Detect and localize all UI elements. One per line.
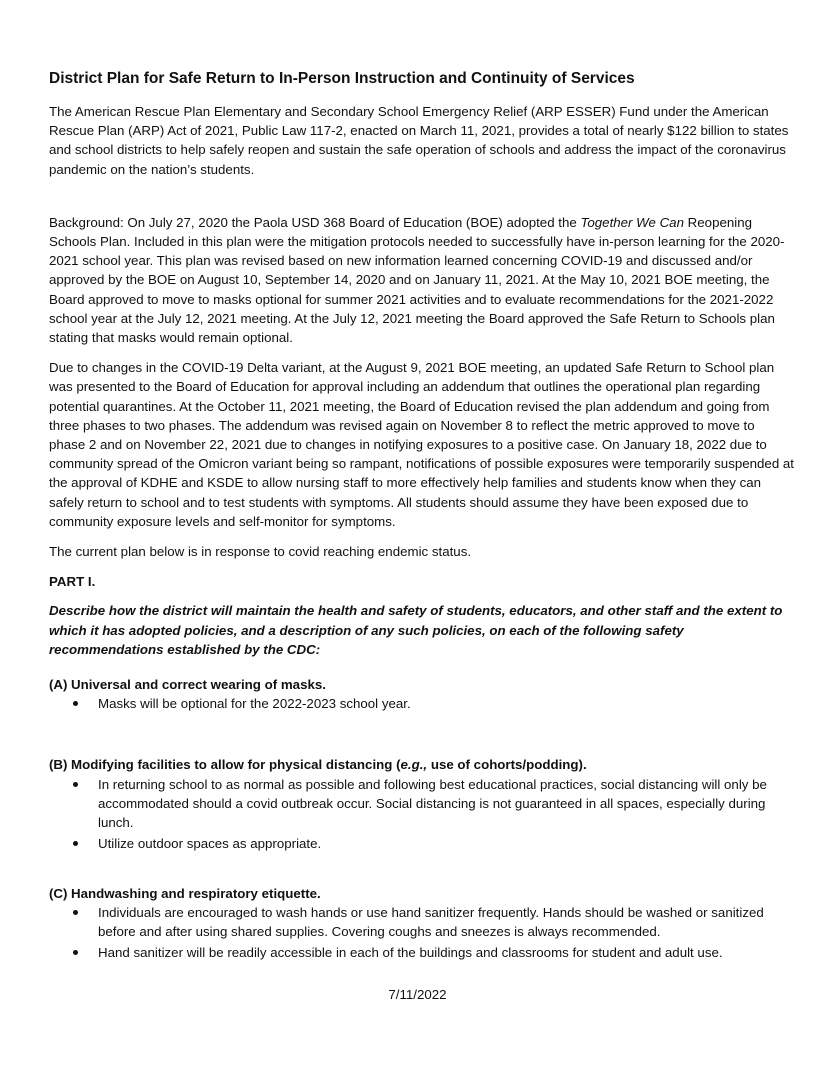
- current-plan-paragraph: The current plan below is in response to covid reaching endemic status.: [49, 544, 472, 560]
- section-c: [49, 884, 794, 963]
- bullet-text: Hand sanitizer will be readily accessible in each of the buildings and classrooms for student and adult use.: [98, 945, 723, 961]
- section-b-title-start: Modifying facilities to allow for physical distancing (: [71, 757, 401, 773]
- delta-variant-paragraph: Due to changes in the COVID-19 Delta variant, at the August 9, 2021 BOE meeting, an updated Safe Return to School plan was presented to the Board of Education for approval including an addendum that outlines the operational plan regarding potential quarantines. At the October 11, 2021 meeting, the Board of Education revised the plan addendum and going from three phases to two phases. The addendum was revised again on November 8 to reflect the metric approved to move to phase 2 and on November 22, 2021 due to changes in notifying exposures to a positive case. On January 18, 2022 due to community spread of the Omicron variant being so rampant, notifications of possible exposures were temporarily suspended at the approval of KDHE and KSDE to allow nursing staff to more effectively help families and students know when they can safely return to school and to test students with symptoms. All students should assume they have been exposed due to community exposure levels and self-monitor for symptoms.: [49, 360, 795, 529]
- bullet-text: Masks will be optional for the 2022-2023 school year.: [98, 696, 411, 712]
- background-text-end: Reopening Schools Plan. Included in this plan were the mitigation protocols needed to successfully have in-person learning for the 2020-2021 school year. This plan was revised based on new information learned concerning COVID-19 and discussed and/or approved by the BOE on August 10, September 14, 2020 and on January 11, 2021. At the May 10, 2021 BOE meeting, the Board approved to move to masks optional for summer 2021 activities and to evaluate recommendations for the 2021-2022 school year at the July 12, 2021 meeting. At the July 12, 2021 meeting the Board approved the Safe Return to Schools plan stating that masks would remain optional.: [49, 214, 785, 346]
- section-b: [49, 755, 794, 853]
- bullet-icon: [73, 950, 78, 955]
- section-b-letter: (B): [49, 757, 68, 773]
- list-item: [49, 775, 794, 833]
- part-heading: PART I.: [49, 574, 96, 590]
- section-c-bullets: [49, 903, 794, 963]
- section-b-bullets: [49, 775, 794, 854]
- bullet-icon: [73, 910, 78, 915]
- section-c-letter: (C): [49, 885, 68, 901]
- list-item: [49, 903, 794, 941]
- intro-paragraph: The American Rescue Plan Elementary and Secondary School Emergency Relief (ARP ESSER) Fund under the American Rescue Plan (ARP) Act of 2021, Public Law 117-2, enacted on March 11, 2021, provides a total of nearly $122 billion to states and school districts to help safely reopen and sustain the safe operation of schools and address the impact of the coronavirus pandemic on the nation’s students.: [49, 104, 789, 177]
- section-a-letter: (A): [49, 677, 68, 693]
- section-b-title: [71, 755, 587, 774]
- bullet-text: Utilize outdoor spaces as appropriate.: [98, 836, 322, 852]
- section-a-heading: [49, 675, 794, 694]
- document-body: [49, 68, 794, 964]
- list-item: [49, 943, 794, 962]
- list-item: [49, 694, 794, 713]
- section-c-heading: [49, 884, 794, 903]
- bullet-text: Individuals are encouraged to wash hands or use hand sanitizer frequently. Hands should be washed or sanitized before and after using shared supplies. Covering coughs and sneezes is always recommended.: [98, 904, 764, 939]
- bullet-icon: [73, 782, 78, 787]
- plan-name: Together We Can: [580, 214, 684, 230]
- question-prompt: Describe how the district will maintain the health and safety of students, educators, and other staff and the extent to which it has adopted policies, and a description of any such policies, on each of the following safety recommendations established by the CDC:: [49, 603, 783, 657]
- section-a-title: Universal and correct wearing of masks.: [71, 677, 326, 693]
- document-title: District Plan for Safe Return to In-Person Instruction and Continuity of Services: [49, 70, 635, 87]
- list-item: [49, 834, 794, 853]
- bullet-icon: [73, 841, 78, 846]
- section-b-title-italic: e.g.,: [400, 757, 428, 773]
- bullet-text: In returning school to as normal as possible and following best educational practices, social distancing will only be accommodated should a covid outbreak occur. Social distancing is not guaranteed in all spaces, especially during lunch.: [98, 776, 767, 831]
- section-a-bullets: [49, 694, 794, 713]
- background-text-start: Background: On July 27, 2020 the Paola USD 368 Board of Education (BOE) adopted the: [49, 214, 581, 230]
- bullet-icon: [73, 701, 78, 706]
- background-paragraph: [49, 213, 794, 347]
- section-a: [49, 675, 794, 713]
- section-b-heading: [49, 755, 794, 774]
- section-c-title: Handwashing and respiratory etiquette.: [71, 885, 321, 901]
- section-b-title-end: use of cohorts/podding).: [427, 757, 587, 773]
- footer-date: 7/11/2022: [388, 987, 447, 1002]
